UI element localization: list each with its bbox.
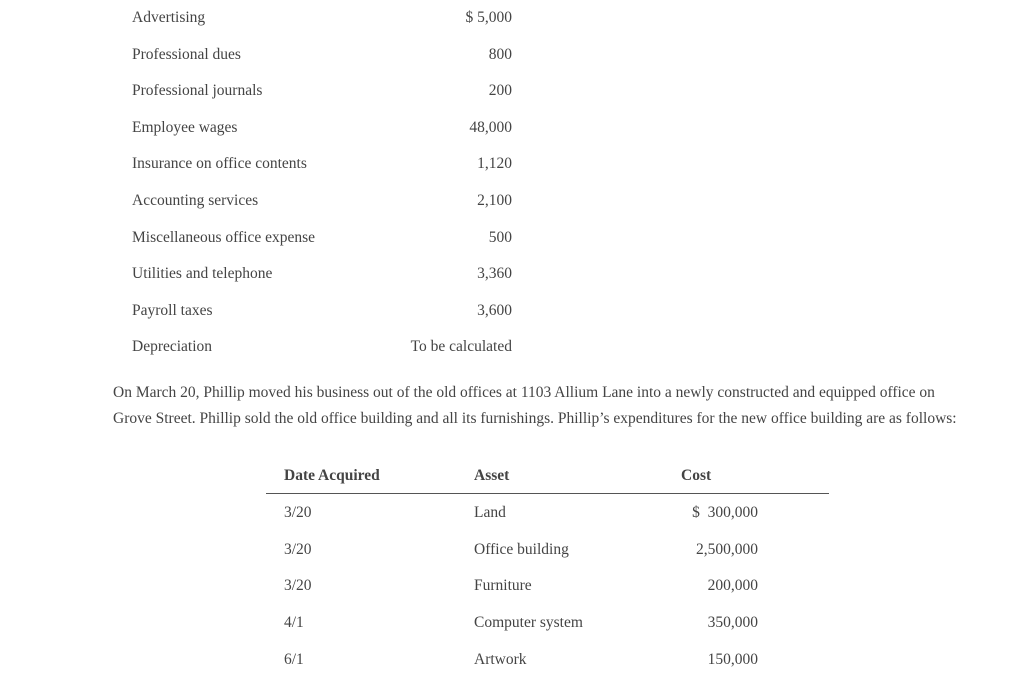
expense-label: Payroll taxes <box>132 301 213 319</box>
expense-row <box>131 183 516 220</box>
expense-amount: 48,000 <box>469 118 512 136</box>
table-row <box>266 567 829 604</box>
asset-cell: Furniture <box>474 577 532 595</box>
table-row <box>266 641 829 678</box>
asset-cell: Artwork <box>474 650 527 668</box>
expense-row <box>131 146 516 183</box>
date-cell: 3/20 <box>284 577 312 595</box>
expense-amount: 200 <box>488 82 512 100</box>
cost-cell: $ 300,000 <box>692 504 758 521</box>
cost-cell: 200,000 <box>707 577 758 595</box>
expense-label: Miscellaneous office expense <box>132 228 316 246</box>
cost-cell: 150,000 <box>707 650 758 668</box>
expense-amount: 3,600 <box>477 301 512 319</box>
expense-amount: 1,120 <box>477 155 512 173</box>
expense-amount: To be calculated <box>410 338 512 356</box>
asset-table <box>266 458 829 677</box>
date-cell: 6/1 <box>284 650 304 668</box>
expense-row <box>131 329 516 366</box>
asset-cell: Computer system <box>474 614 583 632</box>
expense-amount: $ 5,000 <box>465 9 512 26</box>
expense-label: Employee wages <box>132 118 238 136</box>
expense-amount: 800 <box>488 45 512 63</box>
expense-row <box>131 293 516 330</box>
expense-list <box>131 0 516 366</box>
expense-row <box>131 220 516 257</box>
body-paragraph: On March 20, Phillip moved his business out of the old offices at 1103 Allium Lane into a newly constructed and equipped office on Grove Street. Phillip sold the old office building and all its furnishings. Phillip’s expenditures for the new office building are as follows: <box>113 384 957 427</box>
expense-label: Depreciation <box>132 338 213 356</box>
expense-amount: 2,100 <box>477 191 512 209</box>
expense-row <box>131 110 516 147</box>
expense-row <box>131 73 516 110</box>
table-header <box>266 458 829 494</box>
date-cell: 3/20 <box>284 504 312 521</box>
header-cost: Cost <box>681 467 712 484</box>
table-row <box>266 494 829 531</box>
expense-row <box>131 37 516 74</box>
expense-amount: 3,360 <box>477 265 512 283</box>
expense-label: Advertising <box>132 9 206 26</box>
cost-cell: 2,500,000 <box>696 540 758 558</box>
expense-row <box>131 256 516 293</box>
header-asset: Asset <box>474 467 510 484</box>
expense-label: Professional journals <box>132 82 263 100</box>
table-row <box>266 604 829 641</box>
asset-cell: Office building <box>474 540 569 558</box>
expense-label: Utilities and telephone <box>132 265 273 283</box>
expense-row <box>131 0 516 37</box>
date-cell: 4/1 <box>284 614 304 632</box>
cost-cell: 350,000 <box>707 614 758 632</box>
date-cell: 3/20 <box>284 540 312 558</box>
expense-amount: 500 <box>488 228 512 246</box>
expense-label: Insurance on office contents <box>132 155 307 173</box>
asset-cell: Land <box>474 504 506 521</box>
header-date-acquired: Date Acquired <box>284 467 380 484</box>
table-row <box>266 531 829 568</box>
expense-label: Professional dues <box>132 45 241 63</box>
expense-label: Accounting services <box>132 191 259 209</box>
